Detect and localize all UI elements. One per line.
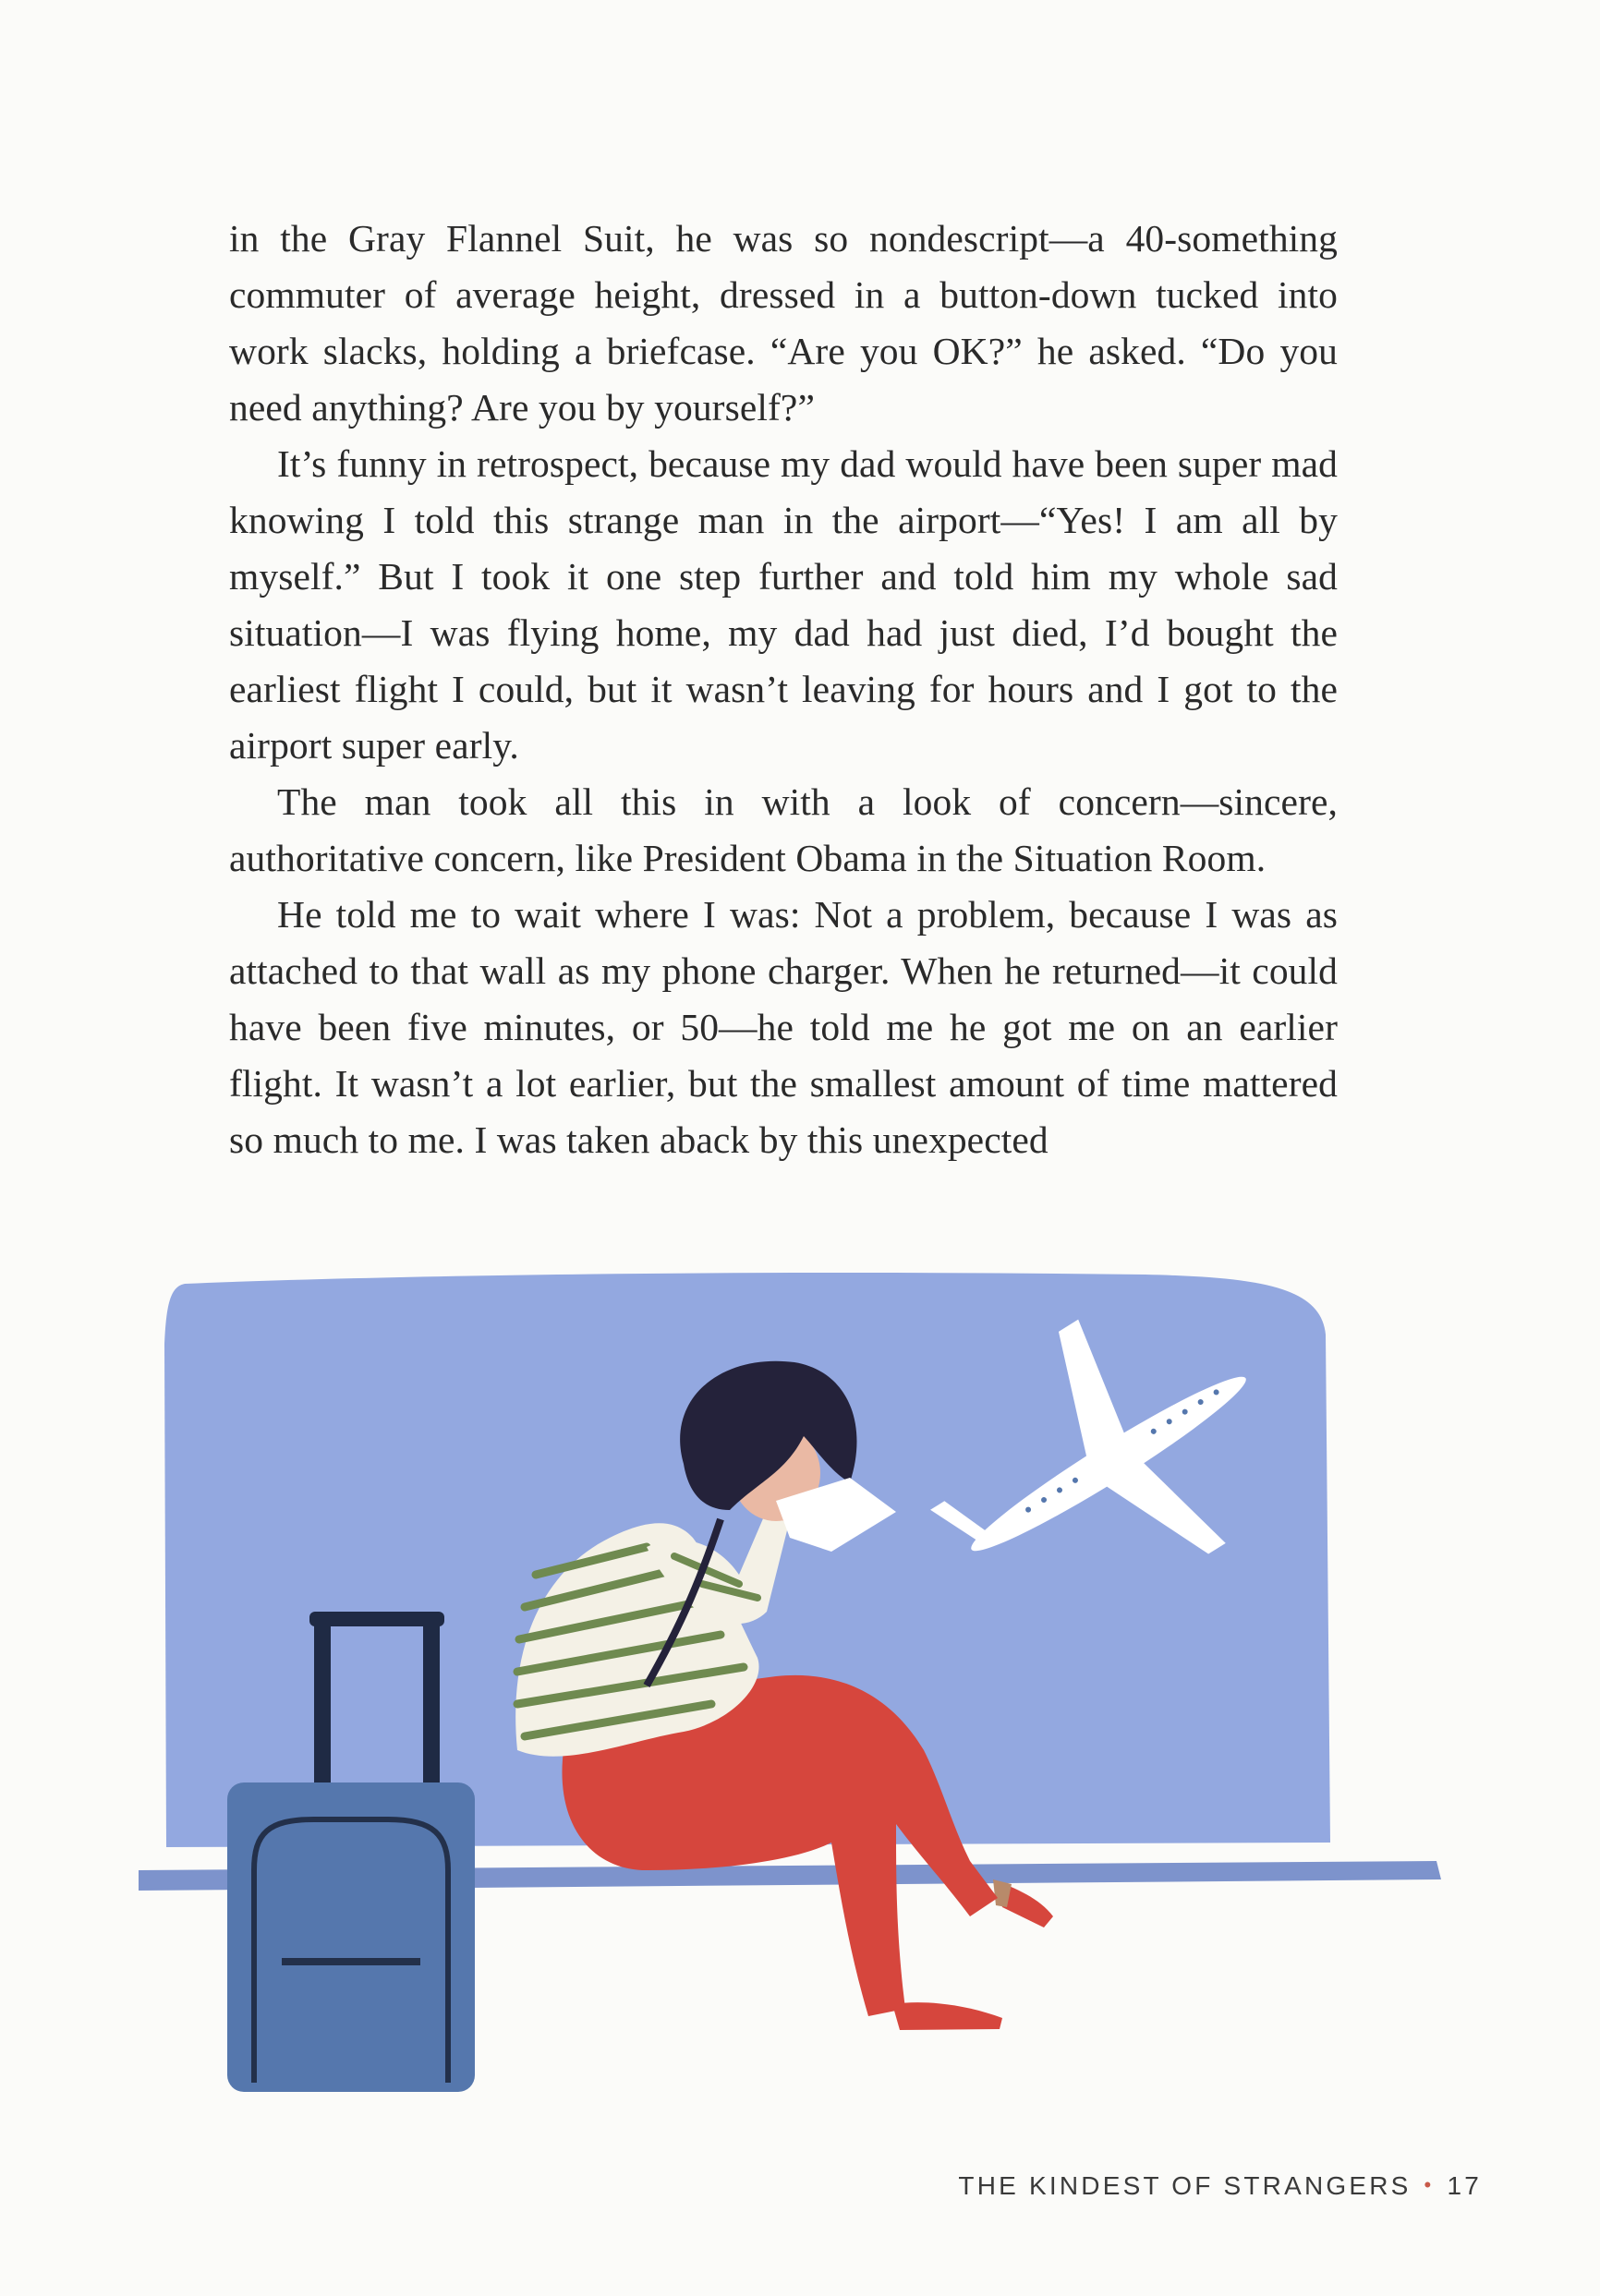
book-title: THE KINDEST OF STRANGERS: [958, 2171, 1412, 2200]
paragraph-2: It’s funny in retrospect, because my dad would have been super mad knowing I told this strange man in the airport—“Yes! I am all by myself.” But I took it one step further and told him my whole sad situation—I was flying home, my dad had just died, I’d bought the earliest flight I could, but it wasn’t leaving for hours and I got to the airport super early.: [229, 442, 1338, 767]
shoe-left: [892, 2002, 1002, 2030]
page-number: 17: [1447, 2171, 1482, 2200]
footer-separator: •: [1424, 2173, 1435, 2196]
paragraph-3: The man took all this in with a look of concern—sincere, authoritative concern, like President Obama in the Situation Room.: [229, 780, 1338, 879]
running-footer: [958, 2171, 1482, 2201]
paragraph-4: He told me to wait where I was: Not a problem, because I was as attached to that wall as my phone charger. When he returned—it could have been five minutes, or 50—he told me he got me on an earlier flight. It wasn’t a lot earlier, but the smallest amount of time mattered so much to me. I was taken aback by this unexpected: [229, 893, 1338, 1161]
body-text: [229, 211, 1338, 1168]
paragraph-1: in the Gray Flannel Suit, he was so nondescript—a 40-something commuter of average height, dressed in a button-down tucked into work slacks, holding a briefcase. “Are you OK?” he asked. “Do you need anything? Are you by yourself?”: [229, 217, 1338, 429]
airport-illustration: [129, 1270, 1450, 2101]
